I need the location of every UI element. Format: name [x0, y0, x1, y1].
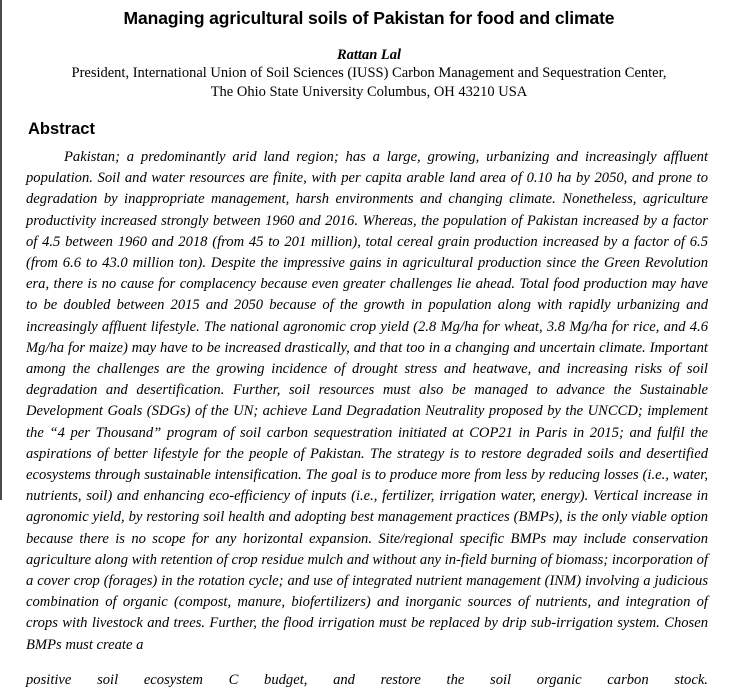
- author-name: Rattan Lal: [336, 47, 402, 63]
- abstract-last-line-word: positive: [26, 672, 72, 689]
- abstract-last-line-word: carbon: [607, 672, 649, 689]
- abstract-last-line-word: the: [446, 672, 465, 689]
- abstract-last-line-word: budget,: [264, 672, 308, 689]
- page-edge-line: [0, 0, 2, 500]
- page-title: Managing agricultural soils of Pakistan for food and climate: [123, 8, 615, 28]
- author-affiliation-line-2: The Ohio State University Columbus, OH 43210 USA: [210, 84, 528, 100]
- abstract-last-line-word: restore: [380, 672, 421, 689]
- abstract-last-line-word: C: [228, 672, 239, 689]
- abstract-last-line-word: soil: [490, 672, 512, 689]
- document-content: [26, 0, 712, 692]
- abstract-last-line-word: soil: [97, 672, 119, 689]
- abstract-last-line-word: organic: [536, 672, 582, 689]
- abstract-last-line-word: stock.: [674, 672, 708, 689]
- abstract-heading: Abstract: [28, 120, 95, 138]
- abstract-body-text: Pakistan; a predominantly arid land region; has a large, growing, urbanizing and increasingly affluent population. Soil and water resources are finite, with per capita arable land area of 0.10 ha by 2050, and prone to degradation by inappropriate management, harsh environments and changing climate. Nonetheless, agriculture productivity increased strongly between 1960 and 2016. Whereas, the population of Pakistan increased by a factor of 4.5 between 1960 and 2018 (from 45 to 201 million), total cereal grain production increased by a factor of 6.5 (from 6.6 to 43.0 million ton). Despite the impressive gains in agricultural production since the Green Revolution era, there is no cause for complacency because even greater challenges lie ahead. Total food production may have to be doubled between 2015 and 2050 because of the growth in population along with rapidly urbanizing and increasingly affluent lifestyle. The national agronomic crop yield (2.8 Mg/ha for wheat, 3.8 Mg/ha for rice, and 4.6 Mg/ha for maize) may have to be increased drastically, and that too in a changing and uncertain climate. Important among the challenges are the growing incidence of drought stress and heatwave, and increasing risks of soil degradation and desertification. Further, soil resources must also be managed to advance the Sustainable Development Goals (SDGs) of the UN; achieve Land Degradation Neutrality proposed by the UNCCD; implement the “4 per Thousand” program of soil carbon sequestration initiated at COP21 in Paris in 2015; and fulfil the aspirations of better lifestyle for the people of Pakistan. The strategy is to restore degraded soils and desertified ecosystems through sustainable intensification. The goal is to produce more from less by reducing losses (i.e., water, nutrients, soil) and enhancing eco-efficiency of inputs (i.e., fertilizer, irrigation water, energy). Vertical increase in agronomic yield, by restoring soil health and adopting best management practices (BMPs), is the only viable option because there is no scope for any horizontal expansion. Site/regional specific BMPs may include conservation agriculture along with retention of crop residue mulch and without any in-field burning of biomass; incorporation of a cover crop (forages) in the rotation cycle; and use of integrated nutrient management (INM) involving a judicious combination of organic (compost, manure, biofertilizers) and inorganic sources of nutrients, and integration of crops with livestock and trees. Further, the flood irrigation must be replaced by drip sub-irrigation system. Chosen BMPs must create a: [26, 149, 708, 653]
- author-affiliation-line-1: President, International Union of Soil Sciences (IUSS) Carbon Management and Sequestration Center,: [71, 65, 667, 81]
- abstract-last-line: [26, 670, 708, 691]
- abstract-last-line-word: ecosystem: [143, 672, 203, 689]
- author-block: [26, 46, 712, 102]
- abstract-last-line-word: and: [333, 672, 355, 689]
